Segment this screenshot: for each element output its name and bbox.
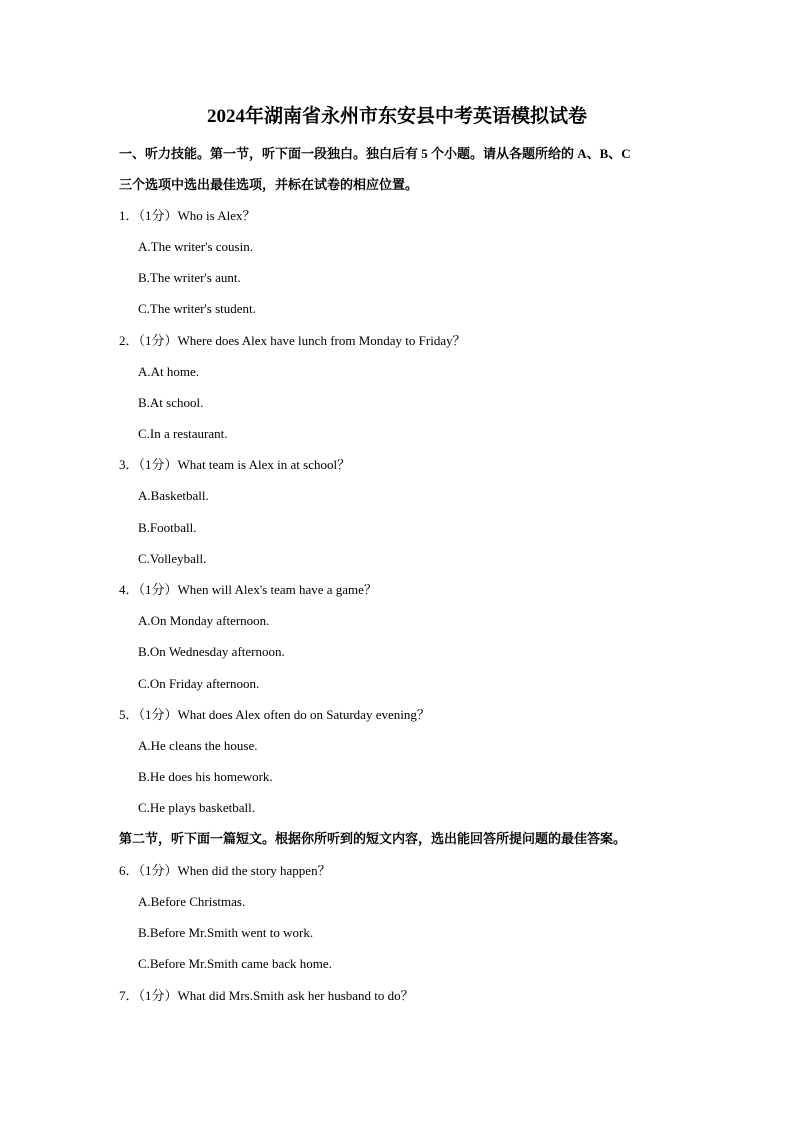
question-1-option-a[interactable]: A.The writer's cousin. [138, 239, 253, 254]
question-2-option-c[interactable]: C.In a restaurant. [138, 426, 228, 441]
question-1-option-c[interactable]: C.The writer's student. [138, 301, 256, 316]
section2-intro: 第二节，听下面一篇短文。根据你所听到的短文内容，选出能回答所提问题的最佳答案。 [119, 831, 627, 846]
question-5-option-b[interactable]: B.He does his homework. [138, 769, 273, 784]
question-4-option-c[interactable]: C.On Friday afternoon. [138, 676, 260, 691]
question-5-option-c[interactable]: C.He plays basketball. [138, 800, 255, 815]
question-3-option-b[interactable]: B.Football. [138, 520, 197, 535]
question-1-option-b[interactable]: B.The writer's aunt. [138, 270, 241, 285]
question-2-option-b[interactable]: B.At school. [138, 395, 204, 410]
question-4-option-b[interactable]: B.On Wednesday afternoon. [138, 644, 285, 659]
question-4-option-a[interactable]: A.On Monday afternoon. [138, 613, 270, 628]
question-3-option-c[interactable]: C.Volleyball. [138, 551, 207, 566]
exam-title: 2024年湖南省永州市东安县中考英语模拟试卷 [206, 106, 587, 127]
section1-intro-line2: 三个选项中选出最佳选项，并标在试卷的相应位置。 [119, 177, 419, 192]
question-2-stem: 2．（1分）Where does Alex have lunch from Monday to Friday？ [119, 333, 466, 348]
question-6-option-c[interactable]: C.Before Mr.Smith came back home. [138, 956, 332, 971]
question-3-option-a[interactable]: A.Basketball. [138, 488, 209, 503]
question-7-stem: 7．（1分）What did Mrs.Smith ask her husband to do？ [119, 988, 414, 1003]
question-6-option-a[interactable]: A.Before Christmas. [138, 894, 246, 909]
question-2-option-a[interactable]: A.At home. [138, 364, 200, 379]
section1-intro-line1: 一、听力技能。第一节，听下面一段独白。独白后有 5 个小题。请从各题所给的 A、B、C [119, 146, 631, 161]
question-1-stem: 1．（1分）Who is Alex？ [119, 208, 256, 223]
question-3-stem: 3．（1分）What team is Alex in at school？ [119, 457, 351, 472]
question-6-option-b[interactable]: B.Before Mr.Smith went to work. [138, 925, 314, 940]
question-4-stem: 4．（1分）When will Alex's team have a game？ [119, 582, 377, 597]
question-5-stem: 5．（1分）What does Alex often do on Saturday evening？ [119, 707, 430, 722]
question-6-stem: 6．（1分）When did the story happen？ [119, 863, 331, 878]
question-5-option-a[interactable]: A.He cleans the house. [138, 738, 258, 753]
